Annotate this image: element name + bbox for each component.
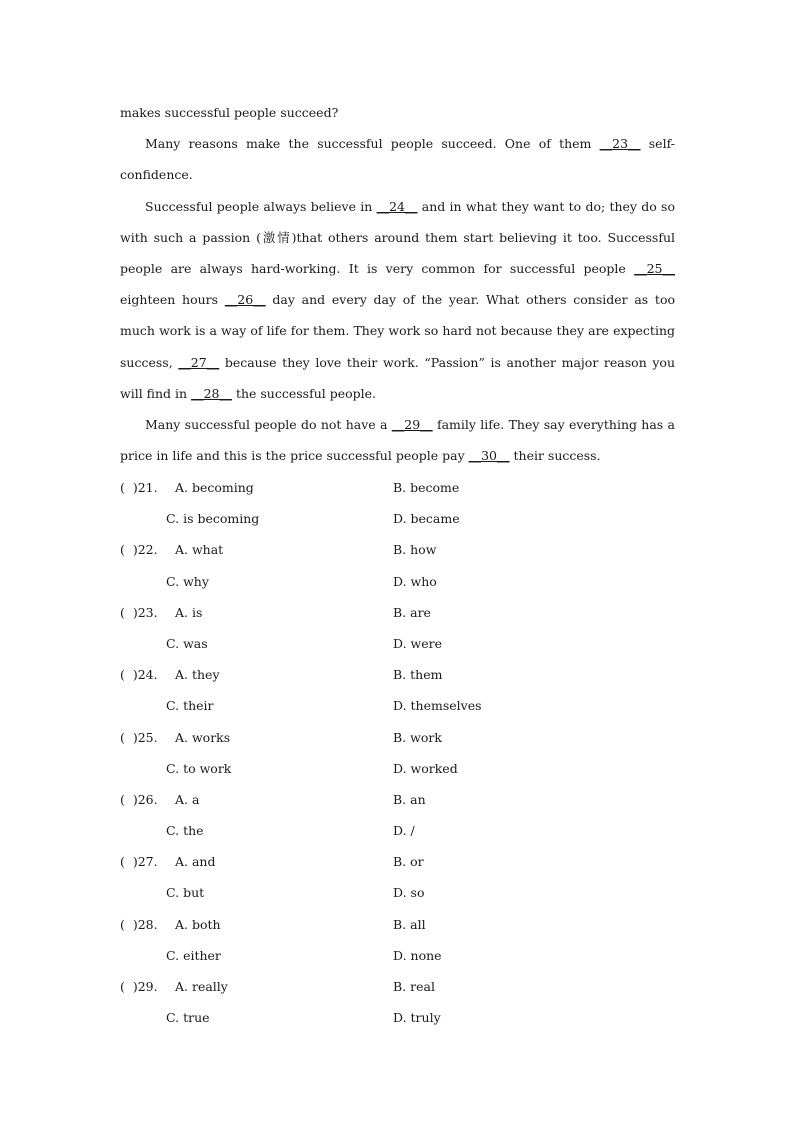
question-number: ( )27. xyxy=(120,854,158,870)
question-row xyxy=(120,472,680,503)
option-d: D. / xyxy=(393,823,415,839)
question-row xyxy=(120,940,680,971)
option-c: C. their xyxy=(166,698,214,714)
blank-23: __23__ xyxy=(599,136,641,152)
option-d: D. truly xyxy=(393,1010,441,1026)
question-row xyxy=(120,753,680,784)
option-a: A. becoming xyxy=(175,480,254,495)
question-row xyxy=(120,534,680,565)
option-c: C. either xyxy=(166,947,221,963)
option-d: D. were xyxy=(393,635,442,651)
question-row xyxy=(120,815,680,846)
question-number: ( )25. xyxy=(120,729,158,745)
question-row xyxy=(120,690,680,721)
question-row xyxy=(120,877,680,908)
passage-paragraph-2 xyxy=(120,191,675,409)
passage-text: their success. xyxy=(509,448,601,464)
option-a: A. and xyxy=(175,854,216,870)
option-d: D. themselves xyxy=(393,698,482,714)
blank-26: __26__ xyxy=(224,292,266,308)
blank-29: __29__ xyxy=(391,417,433,433)
question-number: ( )26. xyxy=(120,791,158,807)
option-d: D. none xyxy=(393,947,442,963)
question-row xyxy=(120,566,680,597)
question-row xyxy=(120,971,680,1002)
option-a: A. really xyxy=(175,979,228,994)
question-number: ( )23. xyxy=(120,604,158,620)
answer-options xyxy=(120,472,680,1033)
passage-text: self-confidence. xyxy=(120,136,675,183)
option-d: D. became xyxy=(393,511,460,527)
blank-28: __28__ xyxy=(191,385,232,401)
option-a: A. what xyxy=(175,542,224,558)
option-c: C. to work xyxy=(166,760,232,776)
question-row xyxy=(120,846,680,877)
option-a: A. is xyxy=(175,604,203,620)
option-d: D. worked xyxy=(393,760,458,776)
question-row xyxy=(120,784,680,815)
question-row xyxy=(120,909,680,940)
passage-paragraph-1 xyxy=(120,128,675,190)
passage-text: because they love their work. “Passion” is another major reason you will find in xyxy=(120,354,676,401)
option-b: B. real xyxy=(393,979,435,994)
question-number: ( )29. xyxy=(120,979,158,994)
option-b: B. an xyxy=(393,791,426,807)
passage-paragraph-3 xyxy=(120,409,675,471)
passage-text: the successful people. xyxy=(231,385,377,401)
option-c: C. true xyxy=(166,1010,210,1026)
question-row xyxy=(120,628,680,659)
question-row xyxy=(120,659,680,690)
option-b: B. work xyxy=(393,729,442,745)
question-row xyxy=(120,597,680,628)
option-a: A. they xyxy=(175,667,220,683)
option-c: C. the xyxy=(166,823,204,839)
option-b: B. how xyxy=(393,542,437,558)
question-row xyxy=(120,503,680,534)
option-a: A. both xyxy=(175,916,221,932)
passage-text: eighteen hours xyxy=(120,292,225,308)
passage-text: Successful people always believe in xyxy=(145,198,377,214)
option-b: B. or xyxy=(393,854,424,870)
reading-passage xyxy=(120,97,675,471)
blank-25: __25__ xyxy=(634,261,675,277)
blank-24: __24__ xyxy=(376,198,418,214)
option-c: C. is becoming xyxy=(166,511,260,527)
passage-text: makes successful people succeed? xyxy=(120,105,339,120)
question-row xyxy=(120,722,680,753)
option-b: B. become xyxy=(393,480,460,495)
question-number: ( )21. xyxy=(120,480,158,495)
option-d: D. so xyxy=(393,885,425,901)
passage-text: family life. They say everything has a price in life and this is the price successful people pay xyxy=(120,417,675,464)
option-b: B. all xyxy=(393,916,426,932)
option-a: A. works xyxy=(175,729,231,745)
passage-text: day and every day of the year. What others consider as too much work is a way of life for them. They work so hard not because they are expecting success, xyxy=(120,292,676,370)
option-a: A. a xyxy=(175,791,200,807)
blank-27: __27__ xyxy=(178,354,220,370)
option-c: C. why xyxy=(166,573,209,589)
question-number: ( )22. xyxy=(120,542,158,558)
passage-text: Many reasons make the successful people succeed. One of them xyxy=(145,136,600,152)
option-d: D. who xyxy=(393,573,437,589)
question-number: ( )28. xyxy=(120,916,158,932)
option-c: C. was xyxy=(166,635,208,651)
option-c: C. but xyxy=(166,885,205,901)
passage-text: Many successful people do not have a xyxy=(145,417,392,433)
passage-text: and in what they want to do; they do so with such a passion (激情)that others around them start believing it too. Successful people are always hard-working. It is very common for successful people xyxy=(120,198,676,277)
question-number: ( )24. xyxy=(120,667,158,683)
option-b: B. them xyxy=(393,667,443,683)
question-row xyxy=(120,1002,680,1033)
option-b: B. are xyxy=(393,604,431,620)
passage-line-0 xyxy=(120,97,675,128)
blank-30: __30__ xyxy=(468,448,510,464)
